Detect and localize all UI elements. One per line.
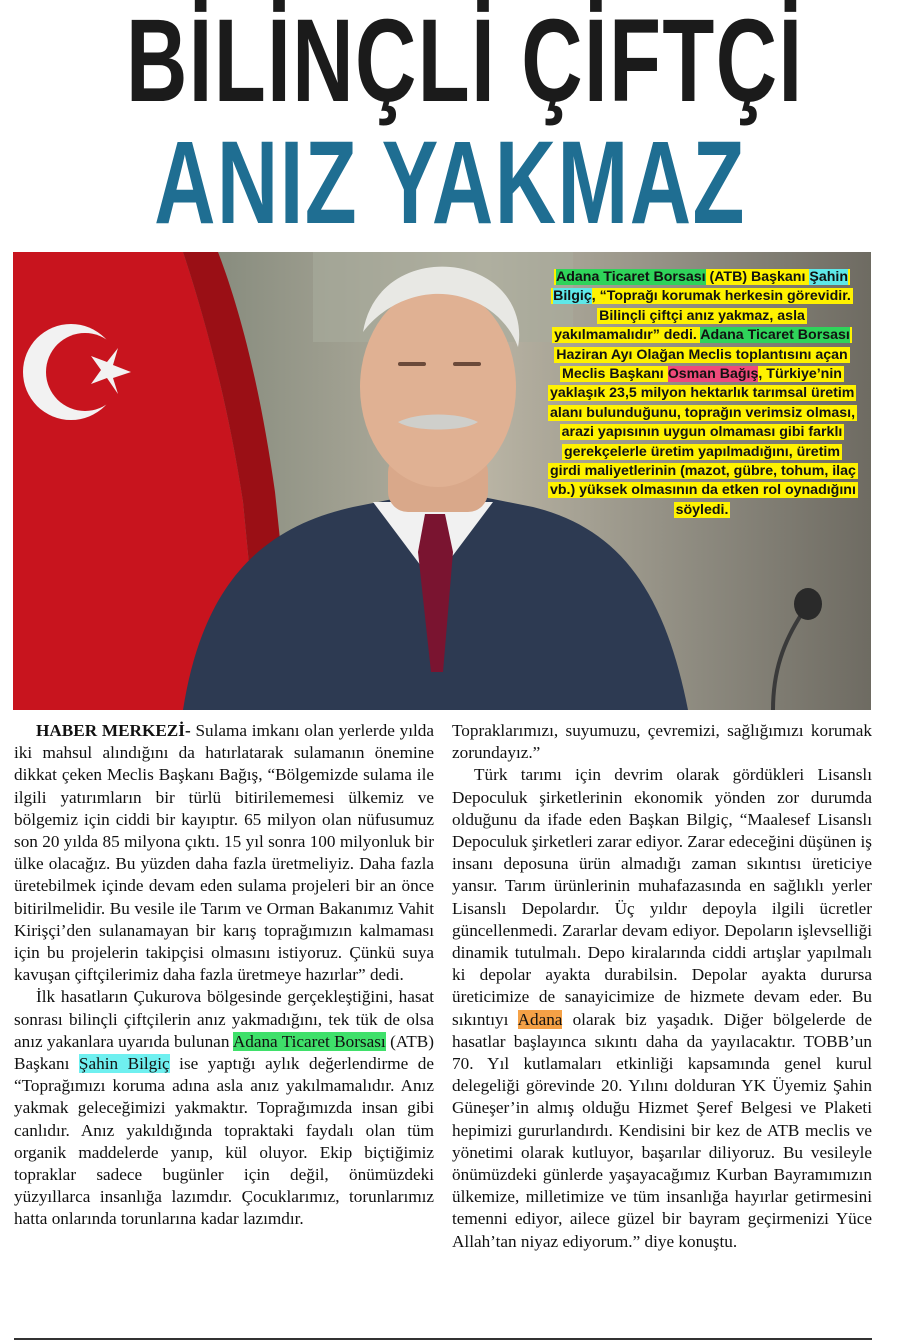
bottom-rule <box>14 1338 872 1340</box>
article-column-left <box>14 720 434 1231</box>
caption-name-1: Şahin Bilgiç <box>553 269 848 305</box>
photo-caption <box>548 268 856 520</box>
paragraph-4-text-b: olarak biz yaşadık. Diğer bölgelerde de hasatlar başlayınca sıkıntı daha da yayılacaktır. TOBB’un 70. Yıl kutlamaları etkinliği kapsamında genel kurul delegeliği görevinde 20. Yılını dolduran YK Üyemiz Şahin Güneşer’in almış olduğu Hizmet Şeref Belgesi ve Plaketi hepimizi gururlandırdı. Kendisini bir kez de ATB meclis ve yönetimi olarak kutluyor, başarılar diliyoruz. Bu vesileyle önümüzdeki günlerde yaşayacağımız Kurban Bayramımızın ülkemize, milletimize ve tüm insanlığa hayırlar getirmesini temenni ediyor, ailece güzel bir bayram geçirmenizi Yüce Allah’tan niyaz ediyorum.” diye konuştu. <box>452 1009 872 1251</box>
paragraph-1-text: Sulama imkanı olan yerlerde yılda iki mahsul alındığını da hatırlatarak sulamanın önemine dikkat çeken Meclis Başkanı Bağış, “Bölgemizde sulama ile ilgili yatırımların bir türlü bitirilememesi ülkemiz ve bölgemiz için ciddi bir kayıptır. 65 milyon olan nüfusumuz son 20 yılda 85 milyona çıktı. 15 yıl sonra 100 milyonluk bir ülke olacağız. Bu yüzden daha fazla üretmeliyiz. Daha fazla üretebilmek içinde devam eden sulama projeleri bir an önce bitirilmelidir. Bu vesile ile Tarım ve Orman Bakanımız Vahit Kirişçi’den sulanamayan bir karış toprağımızın kalmaması için bu projelerin takipçisi olmasını istiyoruz. Çünkü suya kavuşan çiftçilerimiz daha fazla üretmeye hazırlar” dedi. <box>14 721 434 985</box>
headline-line-1: BİLİNÇLİ ÇİFTÇİ <box>126 0 804 127</box>
paragraph-2-text-b: (ATB) Başkanı <box>14 1031 434 1074</box>
caption-text-3: Haziran Ayı Olağan Meclis toplantısını açan Meclis Başkanı <box>556 346 848 383</box>
paragraph-4-city: Adana <box>517 1009 563 1029</box>
paragraph-2 <box>14 986 434 1230</box>
byline: HABER MERKEZİ- <box>36 721 191 740</box>
caption-org-2: Adana Ticaret Borsası <box>700 327 850 344</box>
paragraph-4-text-a: Türk tarımı için devrim olarak gördükleri Lisanslı Depoculuk şirketlerinin ekonomik yönden zor durumda olduğunu da ifade eden Başkan Bilgiç, “Maalesef Lisanslı Depoculuk şirketleri zarar ediyor. Zarar edeceğini düşünen iş insanı deposuna ürün almadığı zaman sıkıntısı üreticiye yansır. Tarım ürünlerinin muhafazasında en sağlıklı yerler Lisanslı Depolardır. Üç yıldır depoyla ilgili ücretler güncellenmedi. Zararlar devam ediyor. Depoların işlevselliği dinamik tutulmalı. Depo kiralarında ciddi artışlar yapılmalı ki depolar ayakta durabilsin. Depolar ayakta durursa üreticimize de sanayicimize de hizmete devam eder. Bu sıkıntıyı <box>452 765 872 1029</box>
paragraph-2-name: Şahin Bilgiç <box>78 1054 170 1074</box>
caption-text-4: , Türkiye’nin yaklaşık 23,5 milyon hektarlık tarımsal üretim alanı bulunduğunu, toprağın verimsiz olması, arazi yapısının uygun olmaması gibi farklı gerekçelerle üretim yapılmadığını, üretim girdi maliyetlerinin (mazot, gübre, tohum, ilaç vb.) yüksek olmasının da etken rol oynadığını söyledi. <box>550 366 856 518</box>
paragraph-2-text-a: İlk hasatların Çukurova bölgesinde gerçekleştiğini, hasat sonrası bilinçli çiftçilerin anız yakmadığını, tek tük de olsa anız yakanlara uyarıda bulunan <box>14 987 434 1051</box>
caption-text-1: (ATB) Başkanı <box>705 269 810 285</box>
caption-org-1: Adana Ticaret Borsası <box>556 269 706 285</box>
caption-text-2: , “Toprağı korumak herkesin görevidir. Bilinçli çiftçi anız yakmaz, asla yakılmamalıdır” dedi. <box>554 288 851 344</box>
paragraph-2-org: Adana Ticaret Borsası <box>232 1031 386 1051</box>
caption-name-2: Osman Bağış <box>667 366 759 383</box>
microphone-icon <box>773 588 822 710</box>
article-column-right <box>452 720 872 1253</box>
headline-line-2: ANIZ YAKMAZ <box>154 117 746 249</box>
paragraph-4 <box>452 764 872 1252</box>
paragraph-3: Topraklarımızı, suyumuzu, çevremizi, sağlığımızı korumak zorundayız.” <box>452 721 872 763</box>
paragraph-1 <box>14 720 434 986</box>
paragraph-2-text-c: ise yaptığı aylık değerlendirme de “Toprağımızı koruma adına asla anız yakılmamalıdır. Anız yakmak geleceğimizi yakmaktır. Toprağımızda insan gibi canlıdır. Anız yakıldığında topraktaki faydalı olan tüm organik maddelerde yanıp, kül oluyor. Ekip biçtiğimiz topraklar sadece bugünler için değil, önümüzdeki yüzyıllarca insanlığa lazımdır. Çocuklarımız, torunlarımız hatta onlarında torunlarına kadar lazımdır. <box>14 1054 434 1229</box>
